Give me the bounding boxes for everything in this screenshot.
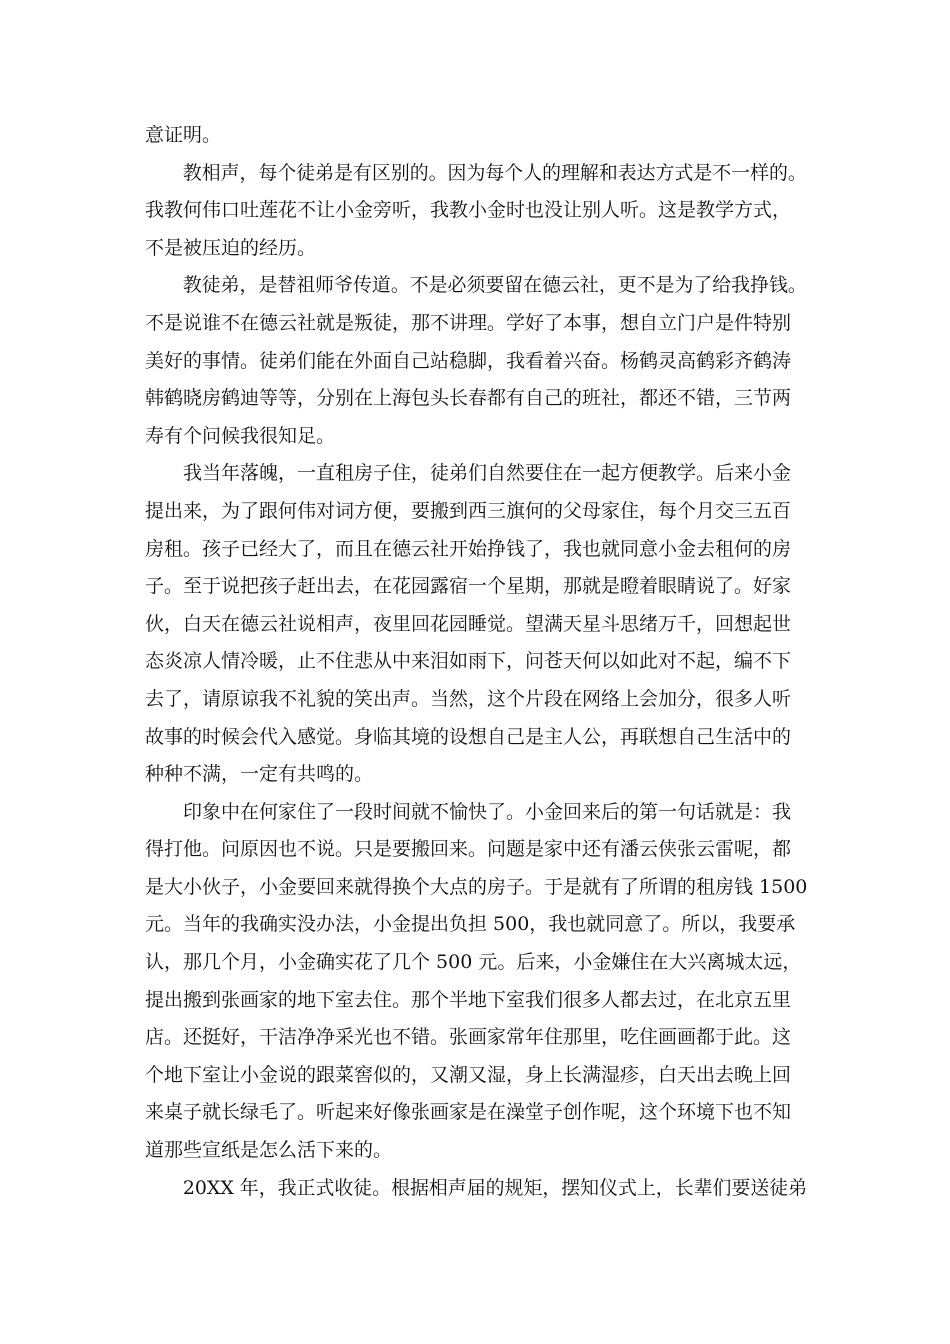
document-page xyxy=(145,117,807,1207)
text-line: 教相声，每个徒弟是有区别的。因为每个人的理解和表达方式是不一样的。 xyxy=(182,161,807,184)
text-line: 得打他。问原因也不说。只是要搬回来。问题是家中还有潘云侠张云雷呢，都 xyxy=(145,838,792,861)
text-line: 态炎凉人情冷暖，止不住悲从中来泪如雨下，问苍天何以如此对不起，编不下 xyxy=(145,650,792,673)
text-line: 来桌子就长绿毛了。听起来好像张画家是在澡堂子创作呢，这个环境下也不知 xyxy=(145,1101,792,1124)
text-line: 我当年落魄，一直租房子住，徒弟们自然要住在一起方便教学。后来小金 xyxy=(183,462,792,485)
text-line: 美好的事情。徒弟们能在外面自己站稳脚，我看着兴奋。杨鹤灵高鹤彩齐鹤涛 xyxy=(145,349,792,372)
text-line: 道那些宣纸是怎么活下来的。 xyxy=(145,1139,393,1162)
text-line: 意证明。 xyxy=(145,124,222,146)
text-line: 个地下室让小金说的跟菜窖似的，又潮又湿，身上长满湿疹，白天出去晚上回 xyxy=(145,1063,792,1086)
text-line: 20XX 年，我正式收徒。根据相声届的规矩，摆知仪式上，长辈们要送徒弟 xyxy=(182,1176,808,1199)
text-line: 提出搬到张画家的地下室去住。那个半地下室我们很多人都去过，在北京五里 xyxy=(145,988,792,1011)
text-line: 我教何伟口吐莲花不让小金旁听，我教小金时也没让别人听。这是教学方式， xyxy=(145,199,792,222)
text-line: 提出来，为了跟何伟对词方便，要搬到西三旗何的父母家住，每个月交三五百 xyxy=(145,499,792,522)
text-line: 元。当年的我确实没办法，小金提出负担 500，我也就同意了。所以，我要承 xyxy=(145,913,796,936)
text-line: 店。还挺好，干洁净净采光也不错。张画家常年住那里，吃住画画都于此。这 xyxy=(145,1026,792,1049)
text-line: 不是说谁不在德云社就是叛徒，那不讲理。学好了本事，想自立门户是件特别 xyxy=(145,311,792,334)
text-line: 教徒弟，是替祖师爷传道。不是必须要留在德云社，更不是为了给我挣钱。 xyxy=(182,274,807,297)
text-line: 房租。孩子已经大了，而且在德云社开始挣钱了，我也就同意小金去租何的房 xyxy=(145,537,792,560)
text-line: 子。至于说把孩子赶出去，在花园露宿一个星期，那就是瞪着眼睛说了。好家 xyxy=(145,575,792,598)
text-line: 故事的时候会代入感觉。身临其境的设想自己是主人公，再联想自己生活中的 xyxy=(145,725,792,748)
text-line: 韩鹤晓房鹤迪等等，分别在上海包头长春都有自己的班社，都还不错，三节两 xyxy=(145,387,792,410)
text-line: 寿有个问候我很知足。 xyxy=(145,424,336,447)
text-line: 伙，白天在德云社说相声，夜里回花园睡觉。望满天星斗思绪万千，回想起世 xyxy=(145,612,792,635)
text-line: 是大小伙子，小金要回来就得换个大点的房子。于是就有了所谓的租房钱 1500 xyxy=(145,875,808,898)
text-line: 去了，请原谅我不礼貌的笑出声。当然，这个片段在网络上会加分，很多人听 xyxy=(145,687,792,710)
text-line: 不是被压迫的经历。 xyxy=(145,236,317,259)
text-line: 认，那几个月，小金确实花了几个 500 元。后来，小金嫌住在大兴离城太远， xyxy=(145,951,802,974)
text-line: 种种不满，一定有共鸣的。 xyxy=(145,763,374,786)
text-line: 印象中在何家住了一段时间就不愉快了。小金回来后的第一句话就是：我 xyxy=(183,800,792,823)
